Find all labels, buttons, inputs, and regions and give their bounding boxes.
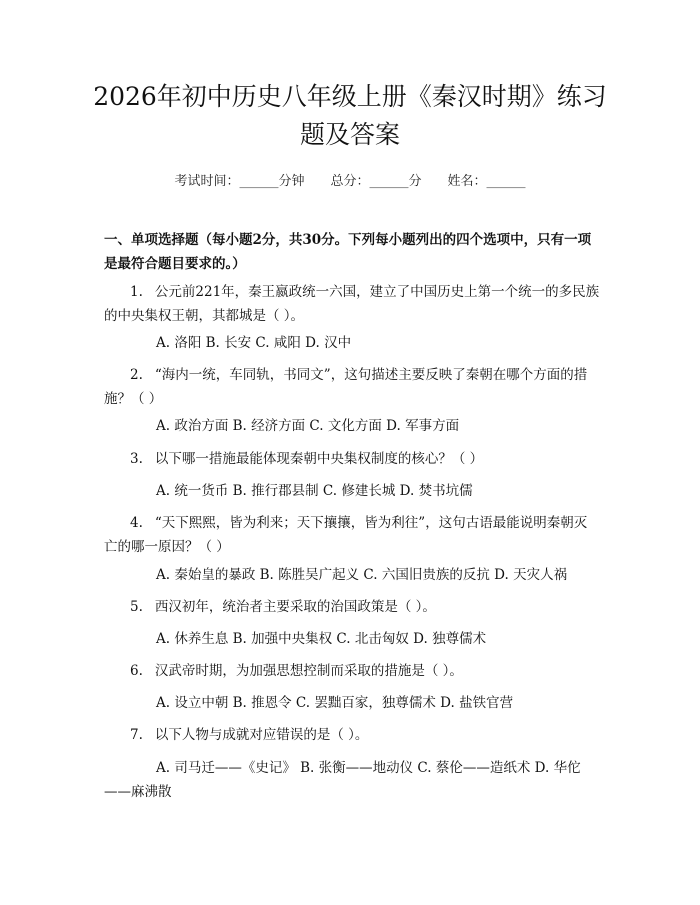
document-title: 2026年初中历史八年级上册《秦汉时期》练习题及答案 xyxy=(93,82,607,149)
question-number: 5. xyxy=(130,599,143,615)
question-stem xyxy=(104,659,600,683)
question-stem xyxy=(104,595,600,619)
question-options: A. 洛阳 B. 长安 C. 咸阳 D. 汉中 xyxy=(156,335,352,351)
question-text: 西汉初年，统治者主要采取的治国政策是（ ）。 xyxy=(154,599,436,615)
question-text: “海内一统，车同轨，书同文”，这句描述主要反映了秦朝在哪个方面的措施？（ ） xyxy=(104,367,588,407)
question-options: A. 政治方面 B. 经济方面 C. 文化方面 D. 军事方面 xyxy=(156,418,460,434)
total-score-field: 总分：______分 xyxy=(330,174,422,189)
exam-time-field: 考试时间：______分钟 xyxy=(174,174,305,189)
question-number: 3. xyxy=(130,451,143,467)
question-number: 7. xyxy=(130,727,143,743)
question-number: 1. xyxy=(130,284,143,300)
question-options: A. 统一货币 B. 推行郡县制 C. 修建长城 D. 焚书坑儒 xyxy=(156,483,473,499)
question-number: 4. xyxy=(130,515,143,531)
question-text: “天下熙熙，皆为利来；天下攘攘，皆为利往”，这句古语最能说明秦朝灭亡的哪一原因？（ ） xyxy=(104,515,588,555)
question-text: 公元前221年，秦王嬴政统一六国，建立了中国历史上第一个统一的多民族的中央集权王朝，其都城是（ ）。 xyxy=(104,284,600,324)
question-number: 6. xyxy=(130,663,143,679)
question-options: A. 设立中朝 B. 推恩令 C. 罢黜百家，独尊儒术 D. 盐铁官营 xyxy=(156,695,514,711)
question-number: 2. xyxy=(130,367,143,383)
question-stem xyxy=(104,723,600,747)
question-options: A. 休养生息 B. 加强中央集权 C. 北击匈奴 D. 独尊儒术 xyxy=(156,631,487,647)
exam-meta xyxy=(0,170,700,189)
question-stem xyxy=(104,280,600,328)
student-name-field: 姓名：______ xyxy=(447,174,526,189)
question-text: 以下哪一措施最能体现秦朝中央集权制度的核心？（ ） xyxy=(154,451,484,467)
question-stem xyxy=(104,447,600,471)
question-text: 以下人物与成就对应错误的是（ ）。 xyxy=(154,727,369,743)
question-text: 汉武帝时期，为加强思想控制而采取的措施是（ ）。 xyxy=(154,663,463,679)
question-stem xyxy=(104,363,600,411)
question-options: A. 司马迁——《史记》 B. 张衡——地动仪 C. 蔡伦——造纸术 D. 华佗——麻沸散 xyxy=(104,760,581,800)
section-heading: 一、单项选择题（每小题2分，共30分。下列每小题列出的四个选项中，只有一项是最符合题目要求的。） xyxy=(104,232,592,272)
question-options: A. 秦始皇的暴政 B. 陈胜吴广起义 C. 六国旧贵族的反抗 D. 天灾人祸 xyxy=(156,567,568,583)
question-stem xyxy=(104,511,600,559)
